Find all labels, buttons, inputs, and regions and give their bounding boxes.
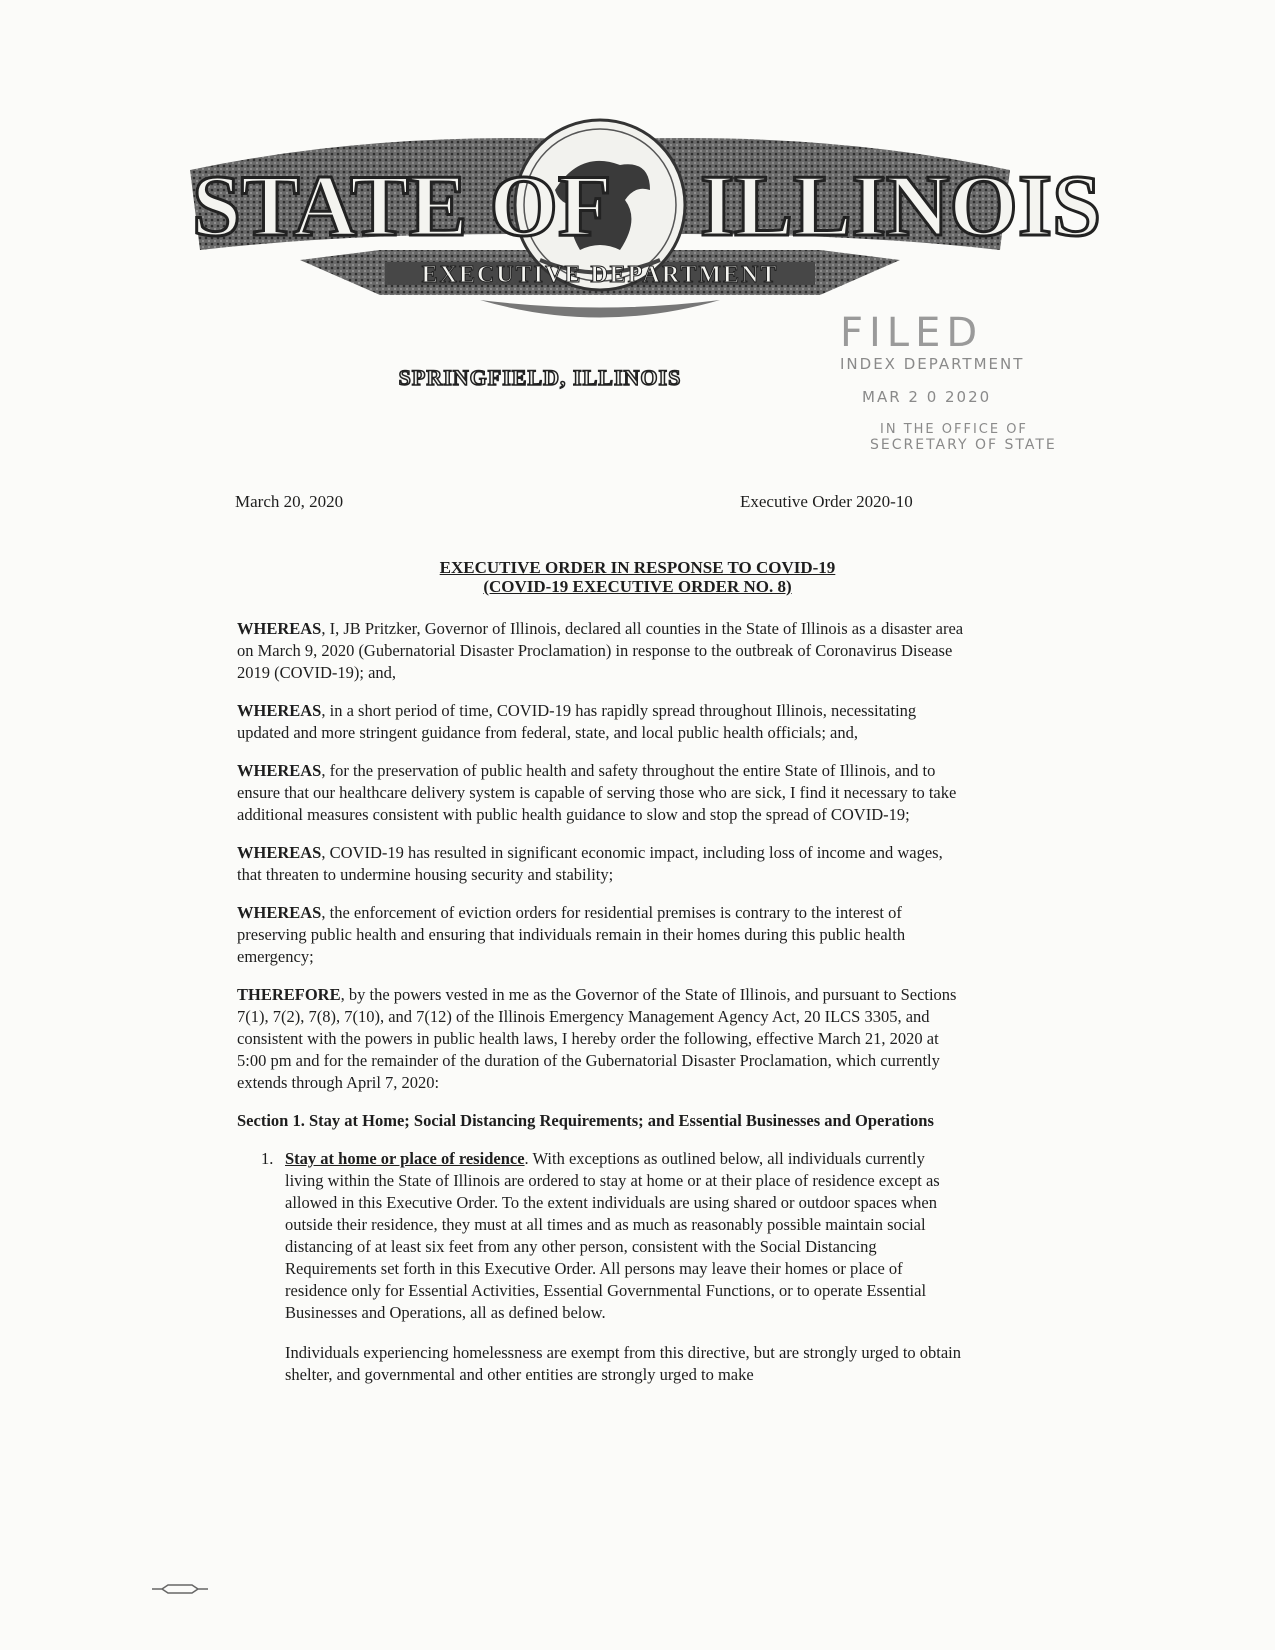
filed-stamp (840, 310, 1080, 454)
therefore-text: , by the powers vested in me as the Governor of the State of Illinois, and pursuant to Sections 7(1), 7(2), 7(8), 7(10), and 7(12) of the Illinois Emergency Management Agency Act, 20 ILCS 3305, and consistent with the powers in public health laws, I hereby order the following, effective March 21, 2020 at 5:00 pm and for the remainder of the duration of the Gubernatorial Disaster Proclamation, which currently extends through April 7, 2020: (237, 985, 957, 1092)
list-item-number: 1. (261, 1149, 274, 1168)
title-line-1: EXECUTIVE ORDER IN RESPONSE TO COVID-19 (439, 558, 836, 577)
therefore-lead: THEREFORE (237, 985, 341, 1004)
order-title (0, 558, 1275, 596)
whereas-paragraph (237, 700, 967, 744)
whereas-lead: WHEREAS (237, 903, 322, 922)
whereas-paragraph (237, 760, 967, 826)
stamp-date: MAR 2 0 2020 (862, 388, 992, 407)
order-number: Executive Order 2020-10 (740, 492, 913, 511)
title-line-2: (COVID-19 EXECUTIVE ORDER NO. 8) (483, 577, 792, 596)
list-item-title: Stay at home or place of residence (285, 1149, 525, 1168)
whereas-paragraph (237, 618, 967, 684)
city-title: SPRINGFIELD, ILLINOIS (398, 365, 682, 390)
order-body (237, 618, 967, 1402)
stamp-filed: FILED (840, 310, 984, 356)
illinois-title: ILLINOIS (700, 158, 1102, 255)
whereas-text: , COVID-19 has resulted in significant economic impact, including loss of income and wages, that threaten to undermine housing security and stability; (237, 843, 943, 884)
whereas-text: , for the preservation of public health and safety throughout the entire State of Illinois, and to ensure that our healthcare delivery system is capable of serving those who are sick, I find it necessary to take additional measures consistent with public health guidance to slow and stop the spread of COVID-19; (237, 761, 957, 824)
whereas-lead: WHEREAS (237, 843, 322, 862)
whereas-text: , the enforcement of eviction orders for residential premises is contrary to the interest of preserving public health and ensuring that individuals remain in their homes during this public health emergency; (237, 903, 906, 966)
state-of-title: STATE OF (192, 158, 612, 255)
stamp-secretary: SECRETARY OF STATE (870, 437, 1057, 454)
therefore-paragraph (237, 984, 967, 1094)
whereas-text: , I, JB Pritzker, Governor of Illinois, declared all counties in the State of Illinois as a disaster area on March 9, 2020 (Gubernatorial Disaster Proclamation) in response to the outbreak of Coronavirus Disease 2019 (COVID-19); and, (237, 619, 964, 682)
stamp-department: INDEX DEPARTMENT (840, 355, 1025, 373)
department-title: EXECUTIVE DEPARTMENT (421, 262, 779, 288)
order-date: March 20, 2020 (235, 492, 344, 511)
whereas-lead: WHEREAS (237, 619, 322, 638)
homeless-paragraph: Individuals experiencing homelessness are exempt from this directive, but are strongly urged to obtain shelter, and governmental and other entities are strongly urged to make (285, 1343, 962, 1384)
stamp-office: IN THE OFFICE OF (880, 421, 1028, 437)
whereas-paragraph (237, 842, 967, 886)
whereas-lead: WHEREAS (237, 761, 322, 780)
list-item-text: . With exceptions as outlined below, all individuals currently living within the State of Illinois are ordered to stay at home or at their place of residence except as allowed in this Executive Order. To the extent individuals are using shared or outdoor spaces when outside their residence, they must at all times and as much as reasonably possible maintain social distancing of at least six feet from any other person, consistent with the Social Distancing Requirements set forth in this Executive Order. All persons may leave their homes or place of residence only for Essential Activities, Essential Governmental Functions, or to operate Essential Businesses and Operations, all as defined below. (285, 1149, 940, 1322)
whereas-text: , in a short period of time, COVID-19 has rapidly spread throughout Illinois, necessitating updated and more stringent guidance from federal, state, and local public health officials; and, (237, 701, 917, 742)
whereas-paragraph (237, 902, 967, 968)
footer-mark-icon (150, 1582, 210, 1596)
section-1-heading: Section 1. Stay at Home; Social Distancing Requirements; and Essential Businesses and Operations (237, 1111, 934, 1130)
list-item (237, 1148, 967, 1324)
whereas-lead: WHEREAS (237, 701, 322, 720)
